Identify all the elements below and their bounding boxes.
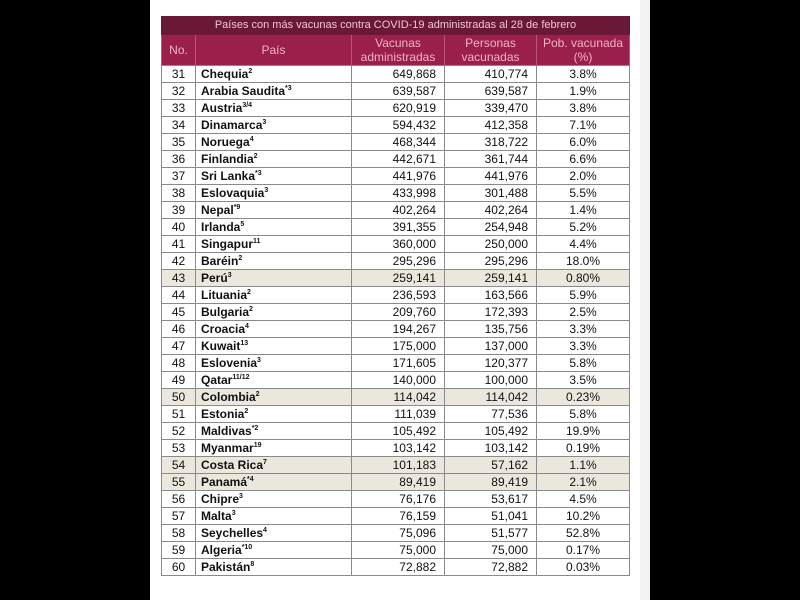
cell-no: 31 (162, 66, 196, 83)
cell-doses: 295,296 (352, 253, 445, 270)
cell-country (196, 440, 352, 457)
country-name: Singapur (201, 237, 254, 251)
cell-country (196, 134, 352, 151)
header-doses-line2: administradas (360, 50, 436, 64)
table-row (162, 440, 630, 457)
table-title: Países con más vacunas contra COVID-19 administradas al 28 de febrero (162, 17, 630, 35)
cell-doses: 442,671 (352, 151, 445, 168)
cell-people: 410,774 (445, 66, 537, 83)
cell-pct: 0.03% (537, 559, 630, 576)
table-row (162, 355, 630, 372)
cell-doses: 75,096 (352, 525, 445, 542)
cell-country (196, 542, 352, 559)
cell-no: 55 (162, 474, 196, 491)
table-row (162, 304, 630, 321)
cell-people: 120,377 (445, 355, 537, 372)
table-row (162, 423, 630, 440)
country-name: Panamá (201, 475, 248, 489)
country-name: Seychelles (201, 526, 264, 540)
cell-no: 50 (162, 389, 196, 406)
country-name: Pakistán (201, 560, 251, 574)
table-title-row (162, 17, 630, 35)
cell-country (196, 406, 352, 423)
cell-pct: 2.5% (537, 304, 630, 321)
cell-doses: 441,976 (352, 168, 445, 185)
cell-doses: 594,432 (352, 117, 445, 134)
footnote-marker: 2 (238, 255, 243, 262)
cell-pct: 3.5% (537, 372, 630, 389)
country-name: Estonia (201, 407, 245, 421)
cell-pct: 3.3% (537, 321, 630, 338)
cell-doses: 649,868 (352, 66, 445, 83)
cell-country (196, 491, 352, 508)
cell-country (196, 372, 352, 389)
cell-no: 41 (162, 236, 196, 253)
cell-no: 42 (162, 253, 196, 270)
cell-doses: 101,183 (352, 457, 445, 474)
cell-pct: 18.0% (537, 253, 630, 270)
cell-people: 259,141 (445, 270, 537, 287)
cell-doses: 76,176 (352, 491, 445, 508)
cell-people: 75,000 (445, 542, 537, 559)
cell-no: 47 (162, 338, 196, 355)
cell-country (196, 219, 352, 236)
cell-people: 441,976 (445, 168, 537, 185)
country-name: Kuwait (201, 339, 241, 353)
cell-doses: 236,593 (352, 287, 445, 304)
table-row (162, 270, 630, 287)
table-row (162, 474, 630, 491)
cell-doses: 114,042 (352, 389, 445, 406)
cell-doses: 259,141 (352, 270, 445, 287)
table-row (162, 168, 630, 185)
cell-country (196, 202, 352, 219)
cell-country (196, 185, 352, 202)
cell-doses: 620,919 (352, 100, 445, 117)
footnote-marker: *10 (241, 544, 253, 551)
cell-no: 33 (162, 100, 196, 117)
footnote-marker: 3 (227, 272, 232, 279)
cell-people: 250,000 (445, 236, 537, 253)
table-header-row (162, 35, 630, 66)
cell-doses: 103,142 (352, 440, 445, 457)
cell-pct: 6.6% (537, 151, 630, 168)
cell-pct: 10.2% (537, 508, 630, 525)
cell-no: 56 (162, 491, 196, 508)
table-row (162, 372, 630, 389)
cell-no: 45 (162, 304, 196, 321)
country-name: Eslovenia (201, 356, 258, 370)
header-people-line2: vacunadas (461, 50, 520, 64)
table-row (162, 134, 630, 151)
cell-no: 60 (162, 559, 196, 576)
cell-country (196, 253, 352, 270)
country-name: Nepal (201, 203, 234, 217)
cell-people: 137,000 (445, 338, 537, 355)
cell-no: 48 (162, 355, 196, 372)
footnote-marker: 2 (255, 391, 260, 398)
table-row (162, 559, 630, 576)
footnote-marker: 8 (250, 561, 255, 568)
cell-no: 38 (162, 185, 196, 202)
cell-country (196, 168, 352, 185)
cell-doses: 105,492 (352, 423, 445, 440)
table-row (162, 321, 630, 338)
cell-no: 32 (162, 83, 196, 100)
cell-country (196, 389, 352, 406)
cell-no: 52 (162, 423, 196, 440)
footnote-marker: *3 (285, 85, 292, 92)
footnote-marker: *9 (233, 204, 241, 211)
footnote-marker: 4 (263, 527, 267, 534)
cell-pct: 4.5% (537, 491, 630, 508)
cell-no: 43 (162, 270, 196, 287)
country-name: Perú (201, 271, 228, 285)
country-name: Irlanda (201, 220, 241, 234)
cell-no: 37 (162, 168, 196, 185)
country-name: Eslovaquia (201, 186, 265, 200)
footnote-marker: 2 (253, 153, 258, 160)
cell-no: 39 (162, 202, 196, 219)
cell-doses: 111,039 (352, 406, 445, 423)
table-row (162, 100, 630, 117)
cell-people: 77,536 (445, 406, 537, 423)
country-name: Lituania (201, 288, 248, 302)
cell-pct: 52.8% (537, 525, 630, 542)
cell-no: 40 (162, 219, 196, 236)
cell-country (196, 236, 352, 253)
cell-pct: 0.23% (537, 389, 630, 406)
cell-doses: 72,882 (352, 559, 445, 576)
country-name: Algeria (201, 543, 242, 557)
country-name: Chequia (201, 67, 249, 81)
country-name: Dinamarca (201, 118, 263, 132)
cell-people: 51,041 (445, 508, 537, 525)
cell-country (196, 338, 352, 355)
cell-people: 339,470 (445, 100, 537, 117)
cell-country (196, 355, 352, 372)
vaccination-table (161, 16, 630, 576)
table-row (162, 202, 630, 219)
cell-doses: 171,605 (352, 355, 445, 372)
cell-people: 103,142 (445, 440, 537, 457)
footnote-marker: 4 (249, 136, 254, 143)
cell-pct: 5.5% (537, 185, 630, 202)
cell-no: 58 (162, 525, 196, 542)
country-name: Austria (201, 101, 243, 115)
footnote-marker: 13 (240, 340, 249, 347)
cell-pct: 5.8% (537, 406, 630, 423)
footnote-marker: 2 (247, 289, 251, 296)
cell-doses: 639,587 (352, 83, 445, 100)
footnote-marker: 11/12 (232, 374, 250, 381)
cell-pct: 2.0% (537, 168, 630, 185)
cell-country (196, 83, 352, 100)
footnote-marker: 3 (264, 187, 269, 194)
country-name: Chipre (201, 492, 240, 506)
header-country: País (196, 35, 352, 66)
footnote-marker: *3 (255, 170, 262, 177)
footnote-marker: *2 (251, 425, 259, 432)
cell-no: 49 (162, 372, 196, 389)
cell-people: 318,722 (445, 134, 537, 151)
footnote-marker: 19 (253, 442, 262, 449)
cell-people: 51,577 (445, 525, 537, 542)
cell-people: 402,264 (445, 202, 537, 219)
footnote-marker: 5 (240, 221, 245, 228)
country-name: Finlandia (201, 152, 254, 166)
cell-pct: 5.9% (537, 287, 630, 304)
cell-people: 254,948 (445, 219, 537, 236)
table-row (162, 542, 630, 559)
document-page (150, 0, 640, 600)
header-people (445, 35, 537, 66)
footnote-marker: 3 (257, 357, 261, 364)
cell-pct: 2.1% (537, 474, 630, 491)
cell-doses: 89,419 (352, 474, 445, 491)
cell-people: 100,000 (445, 372, 537, 389)
footnote-marker: 2 (248, 68, 253, 75)
table-row (162, 219, 630, 236)
country-name: Costa Rica (201, 458, 264, 472)
cell-pct: 0.17% (537, 542, 630, 559)
cell-no: 34 (162, 117, 196, 134)
cell-pct: 7.1% (537, 117, 630, 134)
cell-pct: 19.9% (537, 423, 630, 440)
footnote-marker: 2 (249, 306, 253, 313)
header-doses-line1: Vacunas (375, 36, 421, 50)
page-edge (640, 0, 650, 600)
cell-country (196, 321, 352, 338)
country-name: Baréin (201, 254, 239, 268)
cell-pct: 1.1% (537, 457, 630, 474)
cell-people: 135,756 (445, 321, 537, 338)
country-name: Arabia Saudita (201, 84, 286, 98)
cell-no: 53 (162, 440, 196, 457)
cell-no: 57 (162, 508, 196, 525)
table-row (162, 66, 630, 83)
cell-doses: 75,000 (352, 542, 445, 559)
table-row (162, 406, 630, 423)
table-row (162, 287, 630, 304)
country-name: Colombia (201, 390, 256, 404)
table-row (162, 236, 630, 253)
footnote-marker: 3 (239, 493, 243, 500)
table-row (162, 491, 630, 508)
country-name: Qatar (201, 373, 233, 387)
cell-no: 59 (162, 542, 196, 559)
table-row (162, 457, 630, 474)
cell-people: 639,587 (445, 83, 537, 100)
footnote-marker: 3 (262, 119, 267, 126)
header-people-line1: Personas (465, 36, 516, 50)
cell-people: 295,296 (445, 253, 537, 270)
cell-doses: 209,760 (352, 304, 445, 321)
cell-country (196, 474, 352, 491)
country-name: Myanmar (201, 441, 254, 455)
table-row (162, 83, 630, 100)
table-body (162, 66, 630, 576)
cell-pct: 5.2% (537, 219, 630, 236)
table-row (162, 117, 630, 134)
country-name: Maldivas (201, 424, 252, 438)
cell-doses: 402,264 (352, 202, 445, 219)
cell-pct: 3.8% (537, 100, 630, 117)
cell-pct: 1.9% (537, 83, 630, 100)
table-row (162, 151, 630, 168)
cell-doses: 76,159 (352, 508, 445, 525)
cell-doses: 360,000 (352, 236, 445, 253)
cell-people: 89,419 (445, 474, 537, 491)
cell-pct: 0.19% (537, 440, 630, 457)
footnote-marker: 3 (231, 510, 236, 517)
cell-pct: 6.0% (537, 134, 630, 151)
cell-country (196, 508, 352, 525)
footnote-marker: 11 (253, 238, 261, 245)
cell-people: 172,393 (445, 304, 537, 321)
cell-country (196, 525, 352, 542)
header-pct-line2: (%) (573, 50, 593, 64)
cell-country (196, 559, 352, 576)
cell-people: 412,358 (445, 117, 537, 134)
cell-doses: 194,267 (352, 321, 445, 338)
footnote-marker: *4 (247, 476, 254, 483)
cell-doses: 468,344 (352, 134, 445, 151)
country-name: Noruega (201, 135, 250, 149)
table-row (162, 253, 630, 270)
table-row (162, 338, 630, 355)
cell-pct: 0.80% (537, 270, 630, 287)
cell-country (196, 117, 352, 134)
header-pct-line1: Pob. vacunada (542, 36, 624, 50)
cell-country (196, 151, 352, 168)
footnote-marker: 2 (244, 408, 249, 415)
footnote-marker: 7 (263, 459, 267, 466)
table-row (162, 525, 630, 542)
cell-country (196, 66, 352, 83)
cell-no: 51 (162, 406, 196, 423)
cell-people: 301,488 (445, 185, 537, 202)
country-name: Malta (201, 509, 232, 523)
cell-doses: 175,000 (352, 338, 445, 355)
cell-doses: 391,355 (352, 219, 445, 236)
country-name: Bulgaria (201, 305, 250, 319)
header-doses (352, 35, 445, 66)
cell-no: 54 (162, 457, 196, 474)
cell-doses: 433,998 (352, 185, 445, 202)
cell-pct: 4.4% (537, 236, 630, 253)
header-no: No. (162, 35, 196, 66)
cell-people: 53,617 (445, 491, 537, 508)
cell-country (196, 304, 352, 321)
cell-people: 72,882 (445, 559, 537, 576)
footnote-marker: 3/4 (242, 102, 253, 109)
country-name: Croacia (201, 322, 246, 336)
cell-country (196, 270, 352, 287)
cell-pct: 5.8% (537, 355, 630, 372)
cell-people: 57,162 (445, 457, 537, 474)
footnote-marker: 4 (245, 323, 249, 330)
cell-country (196, 287, 352, 304)
cell-people: 114,042 (445, 389, 537, 406)
cell-no: 44 (162, 287, 196, 304)
table-row (162, 185, 630, 202)
cell-pct: 3.8% (537, 66, 630, 83)
cell-no: 36 (162, 151, 196, 168)
cell-country (196, 457, 352, 474)
cell-no: 35 (162, 134, 196, 151)
cell-country (196, 100, 352, 117)
cell-doses: 140,000 (352, 372, 445, 389)
cell-people: 361,744 (445, 151, 537, 168)
cell-country (196, 423, 352, 440)
table-row (162, 508, 630, 525)
table-row (162, 389, 630, 406)
country-name: Sri Lanka (201, 169, 256, 183)
cell-pct: 1.4% (537, 202, 630, 219)
cell-no: 46 (162, 321, 196, 338)
cell-pct: 3.3% (537, 338, 630, 355)
cell-people: 105,492 (445, 423, 537, 440)
cell-people: 163,566 (445, 287, 537, 304)
header-pct (537, 35, 630, 66)
